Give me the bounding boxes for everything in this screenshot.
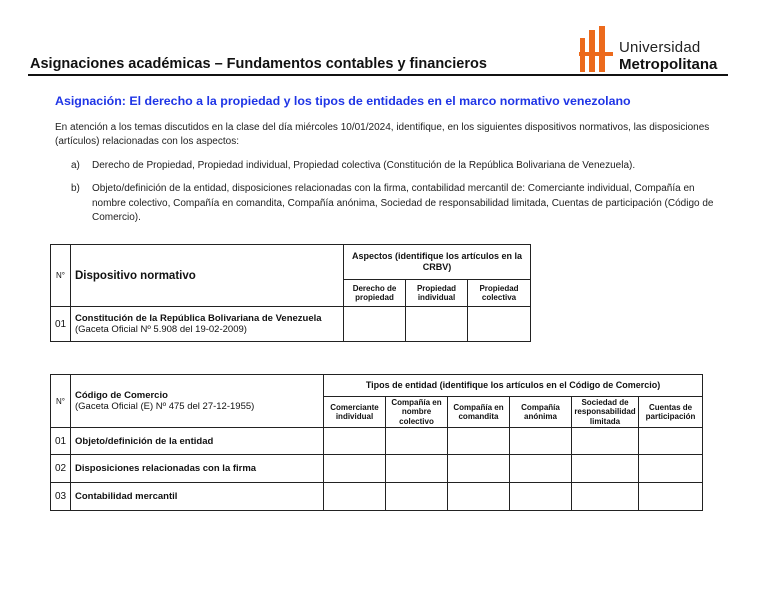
row-label: Contabilidad mercantil bbox=[71, 483, 324, 511]
device-header bbox=[71, 375, 324, 428]
table-row bbox=[51, 428, 703, 455]
header-rule bbox=[28, 74, 728, 76]
answer-cell[interactable] bbox=[572, 455, 639, 483]
row-number: 02 bbox=[51, 455, 71, 483]
device-header: Dispositivo normativo bbox=[71, 245, 344, 307]
column-header: Compañía en comandita bbox=[448, 397, 510, 428]
answer-cell[interactable] bbox=[510, 483, 572, 511]
answer-cell[interactable] bbox=[448, 455, 510, 483]
entity-types-header: Tipos de entidad (identifique los artículos en el Código de Comercio) bbox=[324, 375, 703, 397]
list-marker: a) bbox=[71, 160, 80, 171]
answer-cell[interactable] bbox=[572, 428, 639, 455]
row-device bbox=[71, 307, 344, 342]
answer-cell[interactable] bbox=[344, 307, 406, 342]
answer-cell[interactable] bbox=[510, 428, 572, 455]
answer-cell[interactable] bbox=[324, 483, 386, 511]
row-number: 01 bbox=[51, 307, 71, 342]
row-label: Objeto/definición de la entidad bbox=[71, 428, 324, 455]
column-header: Propiedad colectiva bbox=[468, 280, 531, 307]
list-item-b bbox=[71, 182, 726, 226]
table-row bbox=[51, 307, 531, 342]
column-header: Compañía anónima bbox=[510, 397, 572, 428]
answer-cell[interactable] bbox=[386, 483, 448, 511]
row-number: 03 bbox=[51, 483, 71, 511]
commerce-code-table bbox=[50, 374, 703, 511]
logo-text-line2: Metropolitana bbox=[619, 56, 718, 73]
answer-cell[interactable] bbox=[448, 483, 510, 511]
table-row bbox=[51, 483, 703, 511]
answer-cell[interactable] bbox=[406, 307, 468, 342]
column-header: Compañía en nombre colectivo bbox=[386, 397, 448, 428]
answer-cell[interactable] bbox=[639, 428, 703, 455]
assignment-intro: En atención a los temas discutidos en la clase del día miércoles 10/01/2024, identifique, en los siguientes dispositivos normativos, las disposiciones (artículos) relacionadas con los aspectos: bbox=[55, 122, 710, 147]
row-device-title: Constitución de la República Bolivariana de Venezuela bbox=[75, 313, 322, 324]
num-header: N° bbox=[51, 245, 71, 307]
answer-cell[interactable] bbox=[324, 455, 386, 483]
column-header: Derecho de propiedad bbox=[344, 280, 406, 307]
answer-cell[interactable] bbox=[386, 455, 448, 483]
page-header bbox=[28, 22, 728, 76]
list-marker: b) bbox=[71, 183, 80, 194]
answer-cell[interactable] bbox=[639, 483, 703, 511]
column-header: Propiedad individual bbox=[406, 280, 468, 307]
answer-cell[interactable] bbox=[510, 455, 572, 483]
row-label: Disposiciones relacionadas con la firma bbox=[71, 455, 324, 483]
answer-cell[interactable] bbox=[572, 483, 639, 511]
num-header: N° bbox=[51, 375, 71, 428]
logo-mark-icon bbox=[579, 26, 613, 72]
row-device-subtitle: (Gaceta Oficial Nº 5.908 del 19-02-2009) bbox=[75, 324, 247, 335]
answer-cell[interactable] bbox=[639, 455, 703, 483]
list-item-text: Objeto/definición de la entidad, disposiciones relacionadas con la firma, contabilidad mercantil de: Comerciante individual, Compañía en nombre colectivo, Compañía en comandita, Compañía anónima, Sociedad de responsabilidad limitada, Cuentas de participación (Código de Comercio). bbox=[92, 183, 714, 223]
list-item-text: Derecho de Propiedad, Propiedad individual, Propiedad colectiva (Constitución de la República Bolivariana de Venezuela). bbox=[92, 160, 636, 171]
answer-cell[interactable] bbox=[386, 428, 448, 455]
column-header: Comerciante individual bbox=[324, 397, 386, 428]
device-subtitle: (Gaceta Oficial (E) Nº 475 del 27-12-1955) bbox=[75, 401, 255, 412]
logo-text-line1: Universidad bbox=[619, 39, 701, 56]
answer-cell[interactable] bbox=[468, 307, 531, 342]
aspects-header: Aspectos (identifique los artículos en la CRBV) bbox=[344, 245, 531, 280]
answer-cell[interactable] bbox=[324, 428, 386, 455]
table-row bbox=[51, 455, 703, 483]
answer-cell[interactable] bbox=[448, 428, 510, 455]
university-logo bbox=[579, 26, 729, 74]
list-item-a bbox=[71, 159, 726, 174]
assignment-title: Asignación: El derecho a la propiedad y los tipos de entidades en el marco normativo venezolano bbox=[55, 94, 631, 108]
document-title: Asignaciones académicas – Fundamentos contables y financieros bbox=[30, 56, 487, 72]
device-title: Código de Comercio bbox=[75, 389, 168, 401]
column-header: Sociedad de responsabilidad limitada bbox=[572, 397, 639, 428]
column-header: Cuentas de participación bbox=[639, 397, 703, 428]
row-number: 01 bbox=[51, 428, 71, 455]
crbv-table bbox=[50, 244, 531, 342]
